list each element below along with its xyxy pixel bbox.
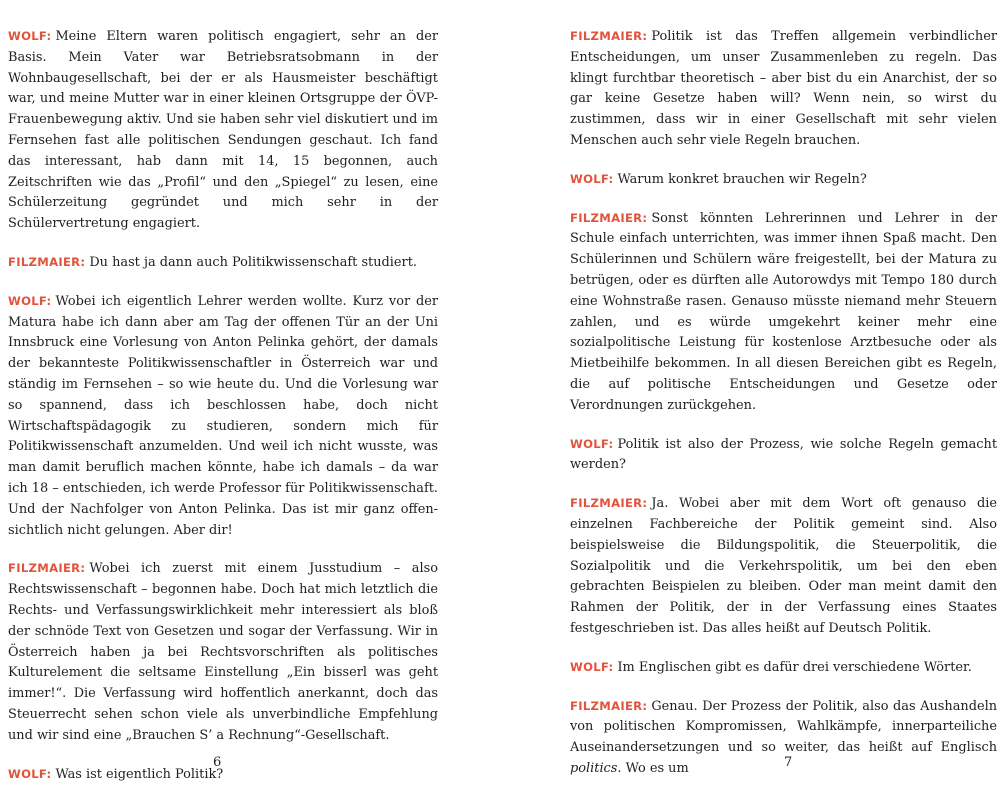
speaker-label: FILZMAIER:: [570, 29, 648, 43]
speaker-label: FILZMAIER:: [570, 698, 648, 713]
dialogue-paragraph: [8, 291, 438, 542]
speaker-label: WOLF:: [570, 659, 614, 674]
dialogue-paragraph: [8, 252, 438, 274]
dialogue-paragraph: [570, 434, 997, 477]
speaker-label: FILZMAIER:: [8, 561, 86, 576]
speaker-label: WOLF:: [8, 293, 52, 308]
dialogue-text: Wobei ich eigentlich Lehrer werden wollte. Kurz vor der Matura habe ich dann aber am Tag der offenen Tür an der Uni Innsbruck eine Vorlesung von Anton Pelinka gehört, der damals der bekannteste Politikwissenschaftler in Österreich war und ständig im Fernsehen – so wie heute du. Und die Vorlesung war so spannend, dass ich beschlossen habe, doch nicht Wirtschaftspädagogik zu studieren, sondern mich für Politikwissenschaft anzumelden. Und weil ich nicht wusste, was man damit beruflich machen könnte, habe ich damals – da war ich 18 – entschieden, ich werde Professor für Politikwissenschaft. Und der Nachfolger von Anton Pelinka. Das ist mir ganz offensichtlich nicht gelungen. Aber dir!: [8, 293, 438, 538]
dialogue-text: Politik ist also der Prozess, wie solche Regeln gemacht werden?: [570, 436, 997, 473]
dialogue-text: Politik ist das Treffen allgemein verbindlicher Entscheidungen, um unser Zusammenleben zu regeln. Das klingt furchtbar theoretisch – aber bist du ein Anarchist, der so gar keine Gesetze haben will? Wenn nein, so wirst du zustimmen, dass wir in einer Gesellschaft mit sehr vielen Menschen auch sehr viele Regeln brauchen.: [570, 29, 997, 148]
speaker-label: WOLF:: [570, 171, 614, 186]
italic-term: politics: [570, 760, 618, 776]
page-number-right: 7: [784, 755, 793, 770]
dialogue-text: Ja. Wobei aber mit dem Wort oft genauso die einzelnen Fachbereiche der Politik gemeint sind. Also beispielsweise die Bildungspolitik, die Steuerpolitik, die Sozialpolitik und die Verkehrspolitik, um bei den eben gebrachten Beispielen zu bleiben. Oder man meint damit den Rahmen der Politik, der in der Verfassung eines Staates festgeschrieben ist. Das alles heißt auf Deutsch Politik.: [570, 496, 997, 636]
dialogue-paragraph: [570, 208, 997, 417]
speaker-label: FILZMAIER:: [570, 496, 648, 511]
dialogue-text: Sonst könnten Lehrerinnen und Lehrer in der Schule einfach unterrichten, was immer ihnen Spaß macht. Den Schülerinnen und Schülern wäre freigestellt, bei der Matura zu betrügen, oder es dürften alle Autorowdys mit Tempo 180 durch eine Wohnstraße rasen. Genauso müsste niemand mehr Steuern zahlen, und es würde umgekehrt keiner mehr eine sozialpolitische Leistung für kostenlose Arztbesuche oder als Mietbeihilfe bekommen. In all diesen Bereichen gibt es Regeln, die auf politische Entscheidungen und Gesetze oder Verordnungen zurückgehen.: [570, 210, 997, 413]
dialogue-paragraph: [570, 169, 997, 191]
dialogue-text: Du hast ja dann auch Politikwissenschaft studiert.: [89, 254, 417, 270]
left-page: [8, 26, 438, 802]
dialogue-paragraph: [8, 558, 438, 746]
dialogue-paragraph: [570, 657, 997, 679]
right-page: [570, 26, 997, 797]
dialogue-text-tail: . Wo es um: [617, 760, 689, 776]
speaker-label: FILZMAIER:: [8, 254, 86, 269]
dialogue-paragraph: [8, 26, 438, 235]
speaker-label: FILZMAIER:: [570, 210, 648, 225]
dialogue-text: Was ist eigentlich Politik?: [55, 766, 224, 782]
speaker-label: WOLF:: [8, 29, 52, 43]
speaker-label: WOLF:: [8, 766, 52, 781]
page-number-left: 6: [213, 755, 222, 770]
dialogue-text: Warum konkret brauchen wir Regeln?: [617, 171, 867, 187]
speaker-label: WOLF:: [570, 436, 614, 451]
dialogue-paragraph: [570, 493, 997, 640]
dialogue-text: Genau. Der Prozess der Politik, also das Aushandeln von politischen Kompromissen, Wahlkämpfe, innerparteiliche Auseinandersetzungen und so weiter, das heißt auf Englisch: [570, 698, 997, 756]
dialogue-text: Meine Eltern waren politisch engagiert, sehr an der Basis. Mein Vater war Betriebsratsobmann in der Wohnbaugesellschaft, bei der er als Hausmeister beschäftigt war, und meine Mutter war in einer kleinen Ortsgruppe der ÖVP-Frauenbewegung aktiv. Und sie haben sehr viel diskutiert und im Fernsehen fast alle politischen Sendungen geschaut. Ich fand das interessant, hab dann mit 14, 15 begonnen, auch Zeitschriften wie das „Profil“ und den „Spiegel“ zu lesen, eine Schülerzeitung gegründet und mich sehr in der Schülervertretung engagiert.: [8, 29, 438, 232]
dialogue-paragraph: [8, 764, 438, 786]
dialogue-text: Im Englischen gibt es dafür drei verschiedene Wörter.: [617, 659, 972, 675]
dialogue-text: Wobei ich zuerst mit einem Jusstudium – also Rechtswissenschaft – begonnen habe. Doch hat mich letztlich die Rechts- und Verfassungswirklichkeit mehr interessiert als bloß der schnöde Text von Gesetzen und sogar der Verfassung. Wir in Österreich haben ja bei Rechtsvorschriften als politisches Kulturelement die seltsame Einstellung „Ein bisserl was geht immer!“. Die Verfassung wird hoffentlich anerkannt, doch das Steuerrecht sehen schon viele als unverbindliche Empfehlung und wir sind eine „Brauchen S’ a Rechnung“-Gesellschaft.: [8, 561, 438, 743]
dialogue-paragraph: [570, 26, 997, 152]
